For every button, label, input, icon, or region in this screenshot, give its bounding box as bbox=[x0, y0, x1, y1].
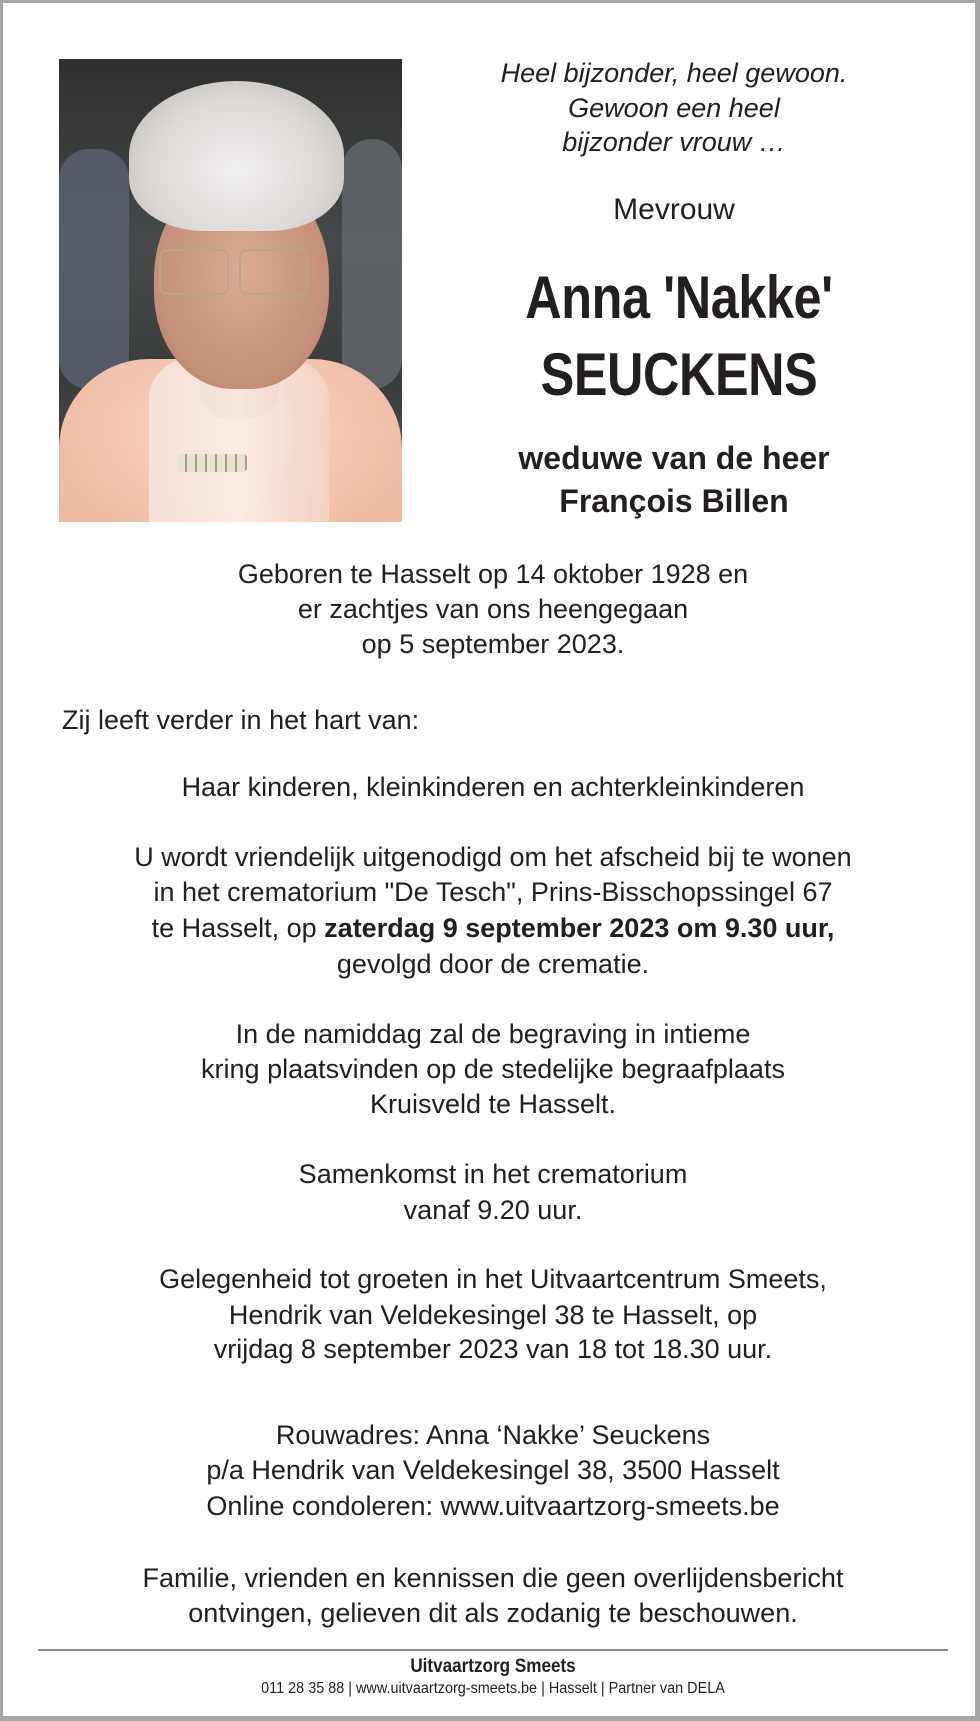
closing-line: ontvingen, gelieven dit als zodanig te beschouwen. bbox=[188, 1598, 798, 1628]
closing-line: Familie, vrienden en kennissen die geen overlijdensbericht bbox=[142, 1563, 844, 1593]
birth-line: er zachtjes van ons heengegaan bbox=[297, 594, 689, 624]
invitation-line: U wordt vriendelijk uitgenodigd om het afscheid bij te wonen bbox=[134, 842, 852, 872]
widow-line: weduwe van de heer bbox=[518, 440, 830, 476]
lives-on-heading: Zij leeft verder in het hart van: bbox=[62, 705, 420, 735]
burial-line: kring plaatsvinden op de stedelijke begraafplaats bbox=[201, 1054, 785, 1084]
burial-line: Kruisveld te Hasselt. bbox=[369, 1089, 617, 1119]
footer-divider bbox=[38, 1649, 948, 1651]
burial-line: In de namiddag zal de begraving in intieme bbox=[235, 1019, 751, 1049]
honorific: Mevrouw bbox=[613, 193, 735, 226]
birth-line: Geboren te Hasselt op 14 oktober 1928 en bbox=[237, 559, 749, 589]
deceased-surname: SEUCKENS bbox=[540, 341, 818, 408]
quote-line: bijzonder vrouw … bbox=[562, 127, 786, 157]
ceremony-datetime: zaterdag 9 september 2023 om 9.30 uur, bbox=[324, 913, 835, 943]
birth-line: op 5 september 2023. bbox=[361, 629, 625, 659]
footer-info: 011 28 35 88 | www.uitvaartzorg-smeets.be | Hasselt | Partner van DELA bbox=[261, 1680, 725, 1697]
invitation-line bbox=[152, 913, 835, 944]
greeting-line: Gelegenheid tot groeten in het Uitvaartcentrum Smeets, bbox=[159, 1264, 827, 1294]
gathering-line: vanaf 9.20 uur. bbox=[403, 1195, 583, 1225]
greeting-line: Hendrik van Veldekesingel 38 te Hasselt, op bbox=[228, 1300, 758, 1330]
portrait-photo bbox=[59, 59, 402, 522]
quote-line: Heel bijzonder, heel gewoon. bbox=[500, 58, 848, 88]
obituary-card bbox=[3, 3, 975, 1716]
invitation-prefix: te Hasselt, op bbox=[151, 913, 325, 943]
quote-line: Gewoon een heel bbox=[568, 93, 780, 123]
spouse-name: François Billen bbox=[559, 483, 789, 519]
family-line: Haar kinderen, kleinkinderen en achterkleinkinderen bbox=[181, 772, 805, 802]
condolence-link: Online condoleren: www.uitvaartzorg-smeets.be bbox=[206, 1491, 780, 1521]
invitation-line: gevolgd door de crematie. bbox=[336, 949, 650, 979]
gathering-line: Samenkomst in het crematorium bbox=[298, 1159, 688, 1189]
address-line: Rouwadres: Anna ‘Nakke’ Seuckens bbox=[275, 1420, 711, 1450]
footer-company: Uitvaartzorg Smeets bbox=[410, 1656, 576, 1677]
address-line: p/a Hendrik van Veldekesingel 38, 3500 Hasselt bbox=[206, 1455, 780, 1485]
deceased-name: Anna 'Nakke' bbox=[525, 264, 833, 331]
greeting-line: vrijdag 8 september 2023 van 18 tot 18.30 uur. bbox=[213, 1334, 773, 1364]
invitation-line: in het crematorium "De Tesch", Prins-Bisschopssingel 67 bbox=[153, 877, 833, 907]
